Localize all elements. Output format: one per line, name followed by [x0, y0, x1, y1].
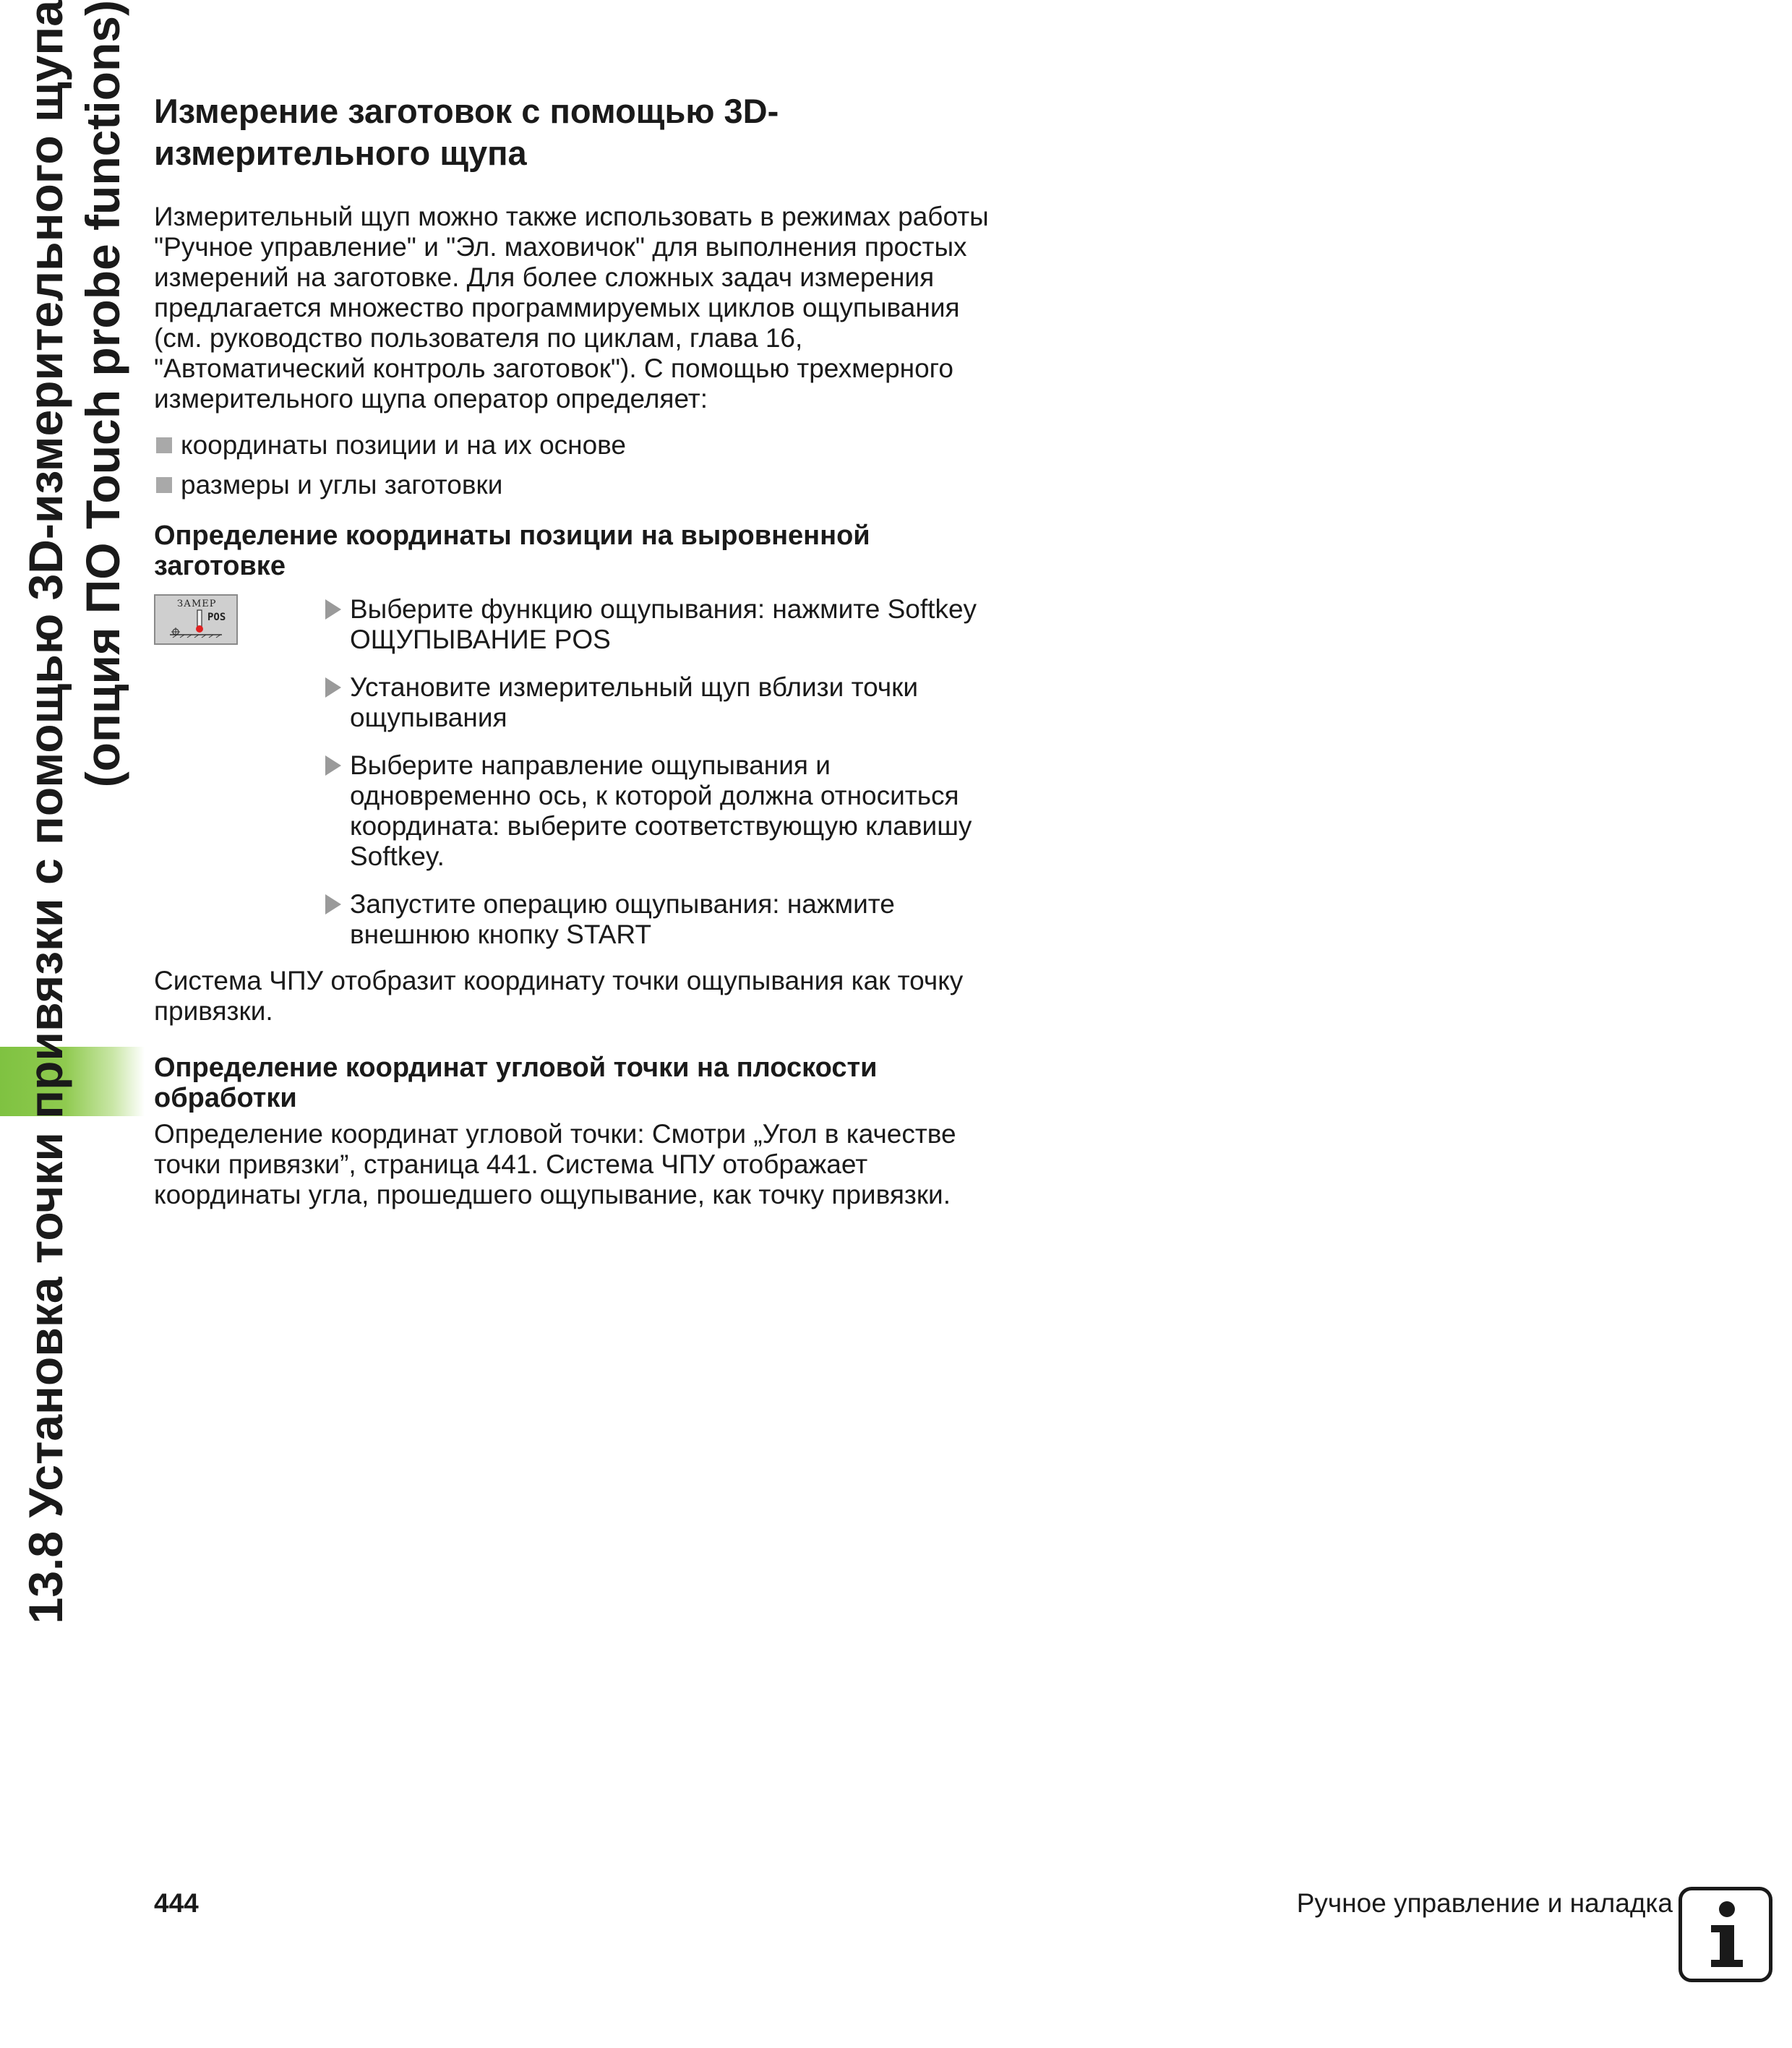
- triangle-bullet-icon: [325, 599, 341, 620]
- procedure-steps: [154, 594, 996, 950]
- main-content: [154, 90, 996, 1210]
- side-chapter-heading: [0, 0, 148, 1764]
- steps-block: [154, 594, 996, 950]
- softkey-bottom-label: POS: [207, 612, 226, 623]
- probe-pos-softkey: [154, 594, 238, 645]
- measurement-list: [154, 430, 996, 500]
- result-paragraph: Система ЧПУ отобразит координату точки ощупывания как точку привязки.: [154, 966, 964, 1026]
- triangle-bullet-icon: [325, 894, 341, 914]
- square-bullet-icon: [156, 477, 172, 493]
- section-heading-corner: Определение координат угловой точки на плоскости обработки: [154, 1053, 878, 1113]
- square-bullet-icon: [156, 437, 172, 453]
- list-item: размеры и углы заготовки: [154, 470, 996, 500]
- list-item: Выберите функцию ощупывания: нажмите Softkey ОЩУПЫВАНИЕ POS: [324, 594, 996, 655]
- corner-paragraph: Определение координат угловой точки: Смотри „Угол в качестве точки привязки”, страница 441. Система ЧПУ отображает координаты угла, прошедшего ощупывание, как точку привязки.: [154, 1119, 956, 1209]
- triangle-bullet-icon: [325, 677, 341, 698]
- footer-chapter-title: Ручное управление и наладка: [1296, 1888, 1673, 1918]
- probe-pos-softkey-icon: [155, 596, 239, 646]
- side-heading-line1: 13.8 Установка точки привязки с помощью 3D-измерительного щупа: [18, 0, 72, 1624]
- list-item: Установите измерительный щуп вблизи точки ощупывания: [324, 672, 996, 733]
- intro-paragraph: Измерительный щуп можно также использовать в режимах работы "Ручное управление" и "Эл. маховичок" для выполнения простых измерений на заготовке. Для более сложных задач измерения предлагается множество программируемых циклов ощупывания (см. руководство пользователя по циклам, глава 16, "Автоматический контроль заготовок"). С помощью трехмерного измерительного щупа оператор определяет:: [154, 202, 989, 414]
- side-heading-line2: (опция ПО Touch probe functions): [75, 0, 129, 788]
- list-item: Выберите направление ощупывания и одновременно ось, к которой должна относиться координата: выберите соответствующую клавишу Softkey.: [324, 750, 996, 872]
- triangle-bullet-icon: [325, 755, 341, 776]
- page-title: Измерение заготовок с помощью 3D-измерительного щупа: [154, 92, 779, 172]
- list-item: Запустите операцию ощупывания: нажмите внешнюю кнопку START: [324, 889, 996, 950]
- list-item: координаты позиции и на их основе: [154, 430, 996, 460]
- page-number: 444: [154, 1888, 199, 1918]
- section-heading-position: Определение координаты позиции на выровненной заготовке: [154, 520, 870, 581]
- info-icon: [1679, 1887, 1772, 1982]
- softkey-top-label: ЗАМЕР: [177, 599, 217, 609]
